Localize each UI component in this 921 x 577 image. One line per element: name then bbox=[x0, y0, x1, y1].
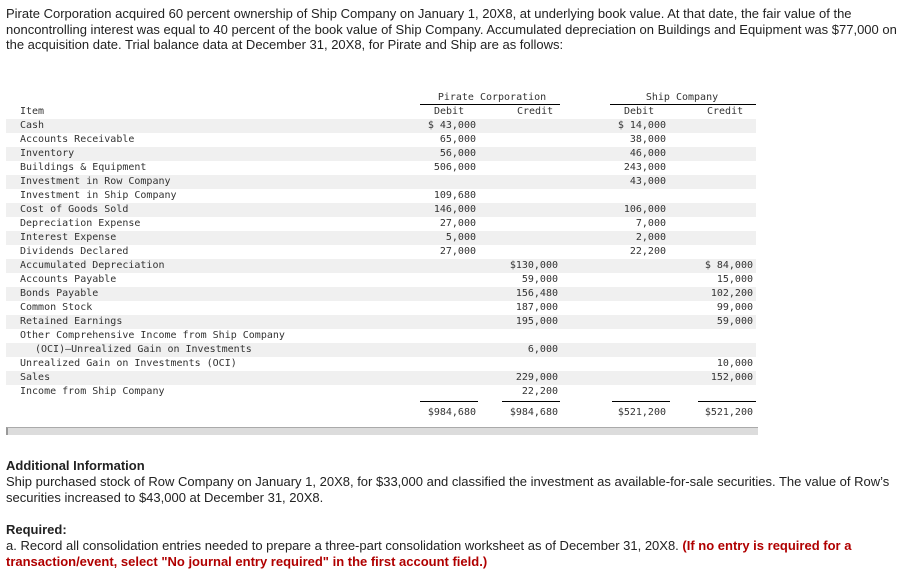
table-row bbox=[6, 119, 756, 133]
pirate-credit-cell: 156,480 bbox=[515, 288, 558, 299]
pirate-debit-cell: 109,680 bbox=[433, 190, 476, 201]
additional-info-title: Additional Information bbox=[6, 458, 145, 473]
total-rule bbox=[420, 401, 478, 402]
pirate-debit-cell: 65,000 bbox=[439, 134, 476, 145]
ship-credit-cell: 10,000 bbox=[716, 358, 753, 369]
account-name: Inventory bbox=[20, 148, 75, 159]
account-name: (OCI)—Unrealized Gain on Investments bbox=[35, 344, 252, 355]
account-name: Interest Expense bbox=[20, 232, 117, 243]
ship-debit-header: Debit bbox=[624, 106, 655, 117]
table-row bbox=[6, 287, 756, 301]
ship-debit-cell: 22,200 bbox=[629, 246, 666, 257]
account-name: Bonds Payable bbox=[20, 288, 99, 299]
pirate-debit-cell: 5,000 bbox=[445, 232, 476, 243]
account-name: Investment in Ship Company bbox=[20, 190, 177, 201]
account-name: Common Stock bbox=[20, 302, 93, 313]
account-name: Buildings & Equipment bbox=[20, 162, 147, 173]
account-name: Cash bbox=[20, 120, 45, 131]
account-name: Income from Ship Company bbox=[20, 386, 165, 397]
total-rule bbox=[612, 401, 670, 402]
required-title: Required: bbox=[6, 522, 67, 537]
ship-credit-cell: 102,200 bbox=[710, 288, 753, 299]
ship-debit-cell: 106,000 bbox=[623, 204, 666, 215]
table-row bbox=[6, 161, 756, 175]
table-row bbox=[6, 245, 756, 259]
pirate-debit-header: Debit bbox=[434, 106, 465, 117]
ship-debit-cell: 2,000 bbox=[635, 232, 666, 243]
ship-debit-cell: $ 14,000 bbox=[617, 120, 666, 131]
ship-debit-cell: 38,000 bbox=[629, 134, 666, 145]
ship-credit-header: Credit bbox=[707, 106, 744, 117]
ship-debit-cell: 43,000 bbox=[629, 176, 666, 187]
horizontal-scrollbar[interactable] bbox=[6, 427, 758, 435]
table-row bbox=[6, 217, 756, 231]
pirate-credit-cell: 195,000 bbox=[515, 316, 558, 327]
table-header bbox=[6, 89, 756, 119]
problem-intro: Pirate Corporation acquired 60 percent ownership of Ship Company on January 1, 20X8, at underlying book value. At that date, the fair value of the noncontrolling interest was equal to 40 percent of the book value of Ship Company. Accumulated depreciation on Buildings and Equipment was $77,000 on the acquisition date. Trial balance data at December 31, 20X8, for Pirate and Ship are as follows: bbox=[6, 6, 897, 52]
ship-debit-total: $521,200 bbox=[617, 407, 666, 418]
pirate-credit-cell: 59,000 bbox=[521, 274, 558, 285]
table-row bbox=[6, 273, 756, 287]
ship-credit-cell: 99,000 bbox=[716, 302, 753, 313]
pirate-debit-cell: 506,000 bbox=[433, 162, 476, 173]
account-name: Accounts Receivable bbox=[20, 134, 135, 145]
additional-info-text: Ship purchased stock of Row Company on January 1, 20X8, for $33,000 and classified the investment as available-for-sale securities. The value of Row’s securities increased to $43,000 at December 31, 20X8. bbox=[6, 474, 890, 505]
table-row bbox=[6, 147, 756, 161]
totals-row bbox=[6, 399, 756, 423]
table-row bbox=[6, 371, 756, 385]
table-row bbox=[6, 175, 756, 189]
table-row bbox=[6, 301, 756, 315]
ship-credit-total: $521,200 bbox=[704, 407, 753, 418]
table-row bbox=[6, 259, 756, 273]
pirate-header-rule bbox=[420, 104, 560, 105]
table-row bbox=[6, 357, 756, 371]
pirate-credit-total: $984,680 bbox=[509, 407, 558, 418]
total-rule bbox=[698, 401, 756, 402]
account-name: Retained Earnings bbox=[20, 316, 123, 327]
required-text bbox=[6, 538, 906, 569]
ship-header-rule bbox=[610, 104, 756, 105]
table-row bbox=[6, 315, 756, 329]
account-name: Investment in Row Company bbox=[20, 176, 171, 187]
ship-debit-cell: 243,000 bbox=[623, 162, 666, 173]
account-name: Sales bbox=[20, 372, 51, 383]
ship-debit-cell: 46,000 bbox=[629, 148, 666, 159]
pirate-debit-cell: 56,000 bbox=[439, 148, 476, 159]
pirate-debit-cell: 27,000 bbox=[439, 246, 476, 257]
account-name: Depreciation Expense bbox=[20, 218, 141, 229]
ship-credit-cell: 59,000 bbox=[716, 316, 753, 327]
pirate-debit-cell: $ 43,000 bbox=[427, 120, 476, 131]
table-row bbox=[6, 133, 756, 147]
table-row bbox=[6, 329, 756, 343]
pirate-credit-cell: $130,000 bbox=[509, 260, 558, 271]
total-rule bbox=[502, 401, 560, 402]
ship-debit-cell: 7,000 bbox=[635, 218, 666, 229]
pirate-credit-cell: 6,000 bbox=[527, 344, 558, 355]
account-name: Unrealized Gain on Investments (OCI) bbox=[20, 358, 237, 369]
trial-balance-table bbox=[6, 89, 756, 423]
account-name: Dividends Declared bbox=[20, 246, 129, 257]
pirate-credit-cell: 229,000 bbox=[515, 372, 558, 383]
ship-credit-cell: $ 84,000 bbox=[704, 260, 753, 271]
ship-credit-cell: 152,000 bbox=[710, 372, 753, 383]
table-row bbox=[6, 343, 756, 357]
table-row bbox=[6, 189, 756, 203]
table-row bbox=[6, 231, 756, 245]
pirate-credit-header: Credit bbox=[517, 106, 554, 117]
required-note: (If no entry is required for a transaction/event, select "No journal entry required" in the first account field.) bbox=[6, 538, 852, 569]
ship-group-header: Ship Company bbox=[645, 92, 719, 103]
account-name: Accounts Payable bbox=[20, 274, 117, 285]
account-name: Cost of Goods Sold bbox=[20, 204, 129, 215]
table-row bbox=[6, 203, 756, 217]
table-row bbox=[6, 385, 756, 399]
account-name: Other Comprehensive Income from Ship Company bbox=[20, 330, 285, 341]
pirate-debit-total: $984,680 bbox=[427, 407, 476, 418]
pirate-debit-cell: 146,000 bbox=[433, 204, 476, 215]
pirate-group-header: Pirate Corporation bbox=[437, 92, 547, 103]
pirate-credit-cell: 187,000 bbox=[515, 302, 558, 313]
pirate-credit-cell: 22,200 bbox=[521, 386, 558, 397]
item-header: Item bbox=[20, 106, 45, 117]
ship-credit-cell: 15,000 bbox=[716, 274, 753, 285]
account-name: Accumulated Depreciation bbox=[20, 260, 165, 271]
required-instruction: a. Record all consolidation entries needed to prepare a three-part consolidation worksheet as of December 31, 20X8. bbox=[6, 538, 683, 553]
pirate-debit-cell: 27,000 bbox=[439, 218, 476, 229]
table-body bbox=[6, 119, 756, 399]
